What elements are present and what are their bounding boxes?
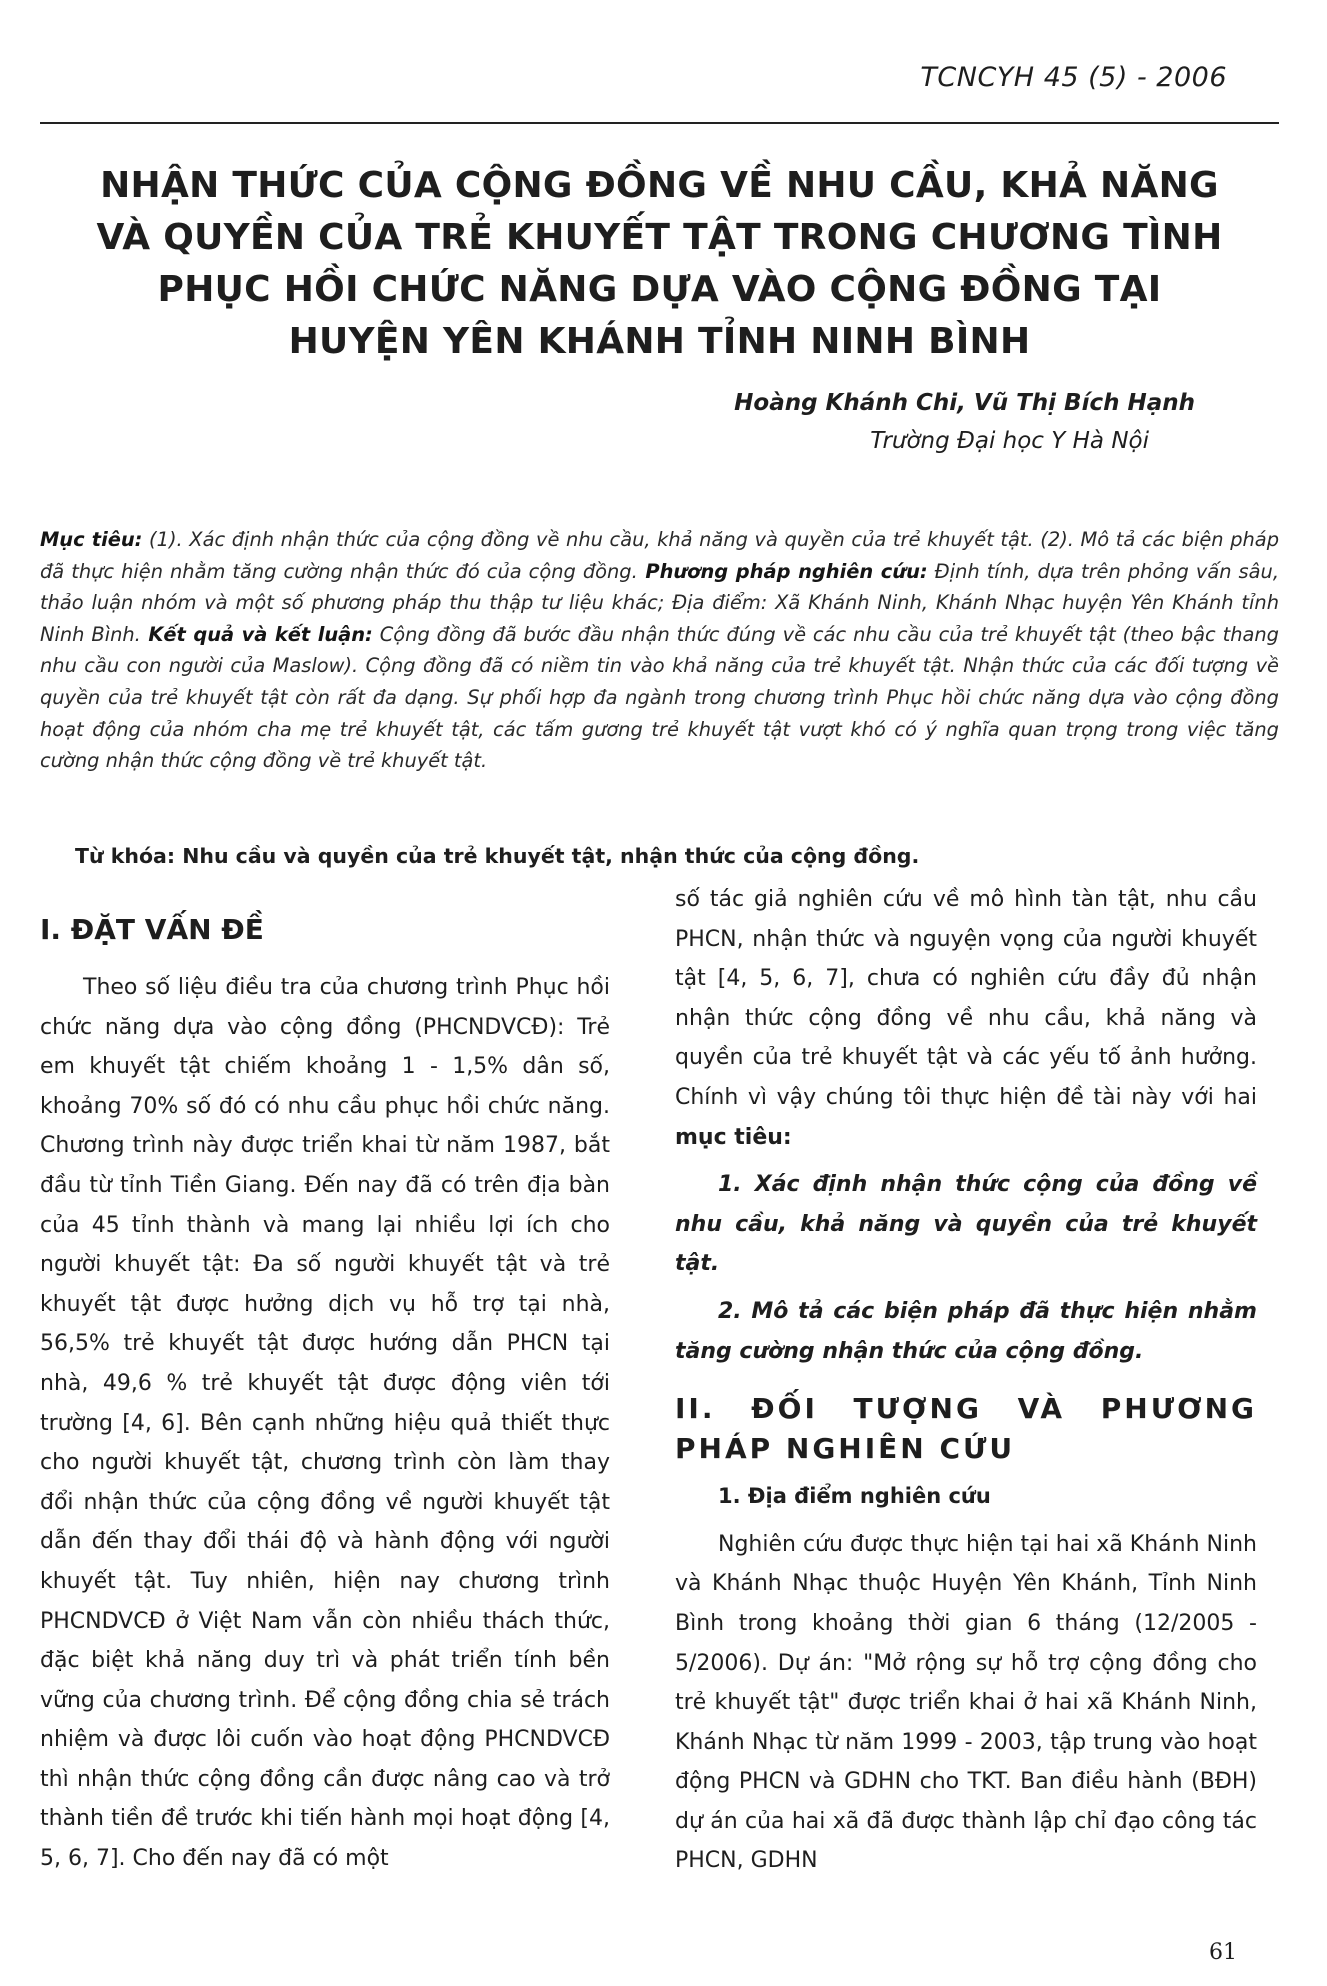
affiliation: Trường Đại học Y Hà Nội — [870, 428, 1149, 454]
keywords: Từ khóa: Nhu cầu và quyền của trẻ khuyết tật, nhận thức của cộng đồng. — [75, 844, 920, 868]
abstract-objective-text: (1). Xác định nhận thức của cộng đồng về nhu cầu, khả năng và quyền của trẻ khuyết tật. (2). Mô tả các biện pháp đã thực hiện nhằm tăng cường nhận thức đó của cộng đồng. — [40, 528, 1279, 583]
objective-1: 1. Xác định nhận thức cộng của đồng về nhu cầu, khả năng và quyền của trẻ khuyết tật. — [675, 1172, 1257, 1277]
abstract-method-label: Phương pháp nghiên cứu: — [637, 559, 928, 583]
title-line-1: NHẬN THỨC CỦA CỘNG ĐỒNG VỀ NHU CẦU, KHẢ NĂNG — [100, 165, 1219, 206]
introduction-paragraph: Theo số liệu điều tra của chương trình Phục hồi chức năng dựa vào cộng đồng (PHCNDVCĐ): Trẻ em khuyết tật chiếm khoảng 1 - 1,5% dân số, khoảng 70% số đó có nhu cầu phục hồi chức năng. Chương trình này được triển khai từ năm 1987, bắt đầu từ tỉnh Tiền Giang. Đến nay đã có trên địa bàn của 45 tỉnh thành và mang lại nhiều lợi ích cho người khuyết tật: Đa số người khuyết tật và trẻ khuyết tật được hưởng dịch vụ hỗ trợ tại nhà, 56,5% trẻ khuyết tật được hướng dẫn PHCN tại nhà, 49,6 % trẻ khuyết tật được động viên tới trường [4, 6]. Bên cạnh những hiệu quả thiết thực cho người khuyết tật, chương trình còn làm thay đổi nhận thức của cộng đồng về người khuyết tật dẫn đến thay đổi thái độ và hành động với người khuyết tật. Tuy nhiên, hiện nay chương trình PHCNDVCĐ ở Việt Nam vẫn còn nhiều thách thức, đặc biệt khả năng duy trì và phát triển tính bền vững của chương trình. Để cộng đồng chia sẻ trách nhiệm và được lôi cuốn vào hoạt động PHCNDVCĐ thì nhận thức cộng đồng cần được nâng cao và trở thành tiền đề trước khi tiến hành mọi hoạt động [4, 5, 6, 7]. Cho đến nay đã có một — [40, 975, 610, 1872]
abstract — [40, 524, 1279, 777]
page-number: 61 — [1209, 1940, 1237, 1965]
abstract-result-text: Cộng đồng đã bước đầu nhận thức đúng về các nhu cầu của trẻ khuyết tật (theo bậc thang nhu cầu con người của Maslow). Cộng đồng đã có niềm tin vào khả năng của trẻ khuyết tật. Nhận thức của các đối tượng về quyền của trẻ khuyết tật còn rất đa dạng. Sự phối hợp đa ngành trong chương trình Phục hồi chức năng dựa vào cộng đồng hoạt động của nhóm cha mẹ trẻ khuyết tật, các tấm gương trẻ khuyết tật vượt khó có ý nghĩa quan trọng trong việc tăng cường nhận thức cộng đồng về trẻ khuyết tật. — [40, 622, 1279, 773]
header-rule — [40, 122, 1279, 124]
title-line-3: PHỤC HỒI CHỨC NĂNG DỰA VÀO CỘNG ĐỒNG TẠI — [157, 269, 1162, 310]
abstract-result-label: Kết quả và kết luận: — [140, 622, 373, 646]
location-paragraph: Nghiên cứu được thực hiện tại hai xã Khánh Ninh và Khánh Nhạc thuộc Huyện Yên Khánh, Tỉnh Ninh Bình trong khoảng thời gian 6 tháng (12/2005 - 5/2006). Dự án: "Mở rộng sự hỗ trợ cộng đồng cho trẻ khuyết tật" được triển khai ở hai xã Khánh Ninh, Khánh Nhạc từ năm 1999 - 2003, tập trung vào hoạt động PHCN và GDHN cho TKT. Ban điều hành (BĐH) dự án của hai xã đã được thành lập chỉ đạo công tác PHCN, GDHN — [675, 1531, 1257, 1874]
article-title — [40, 160, 1279, 368]
right-column — [675, 880, 1257, 1881]
left-column — [40, 880, 610, 1879]
journal-reference: TCNCYH 45 (5) - 2006 — [920, 62, 1227, 93]
title-line-4: HUYỆN YÊN KHÁNH TỈNH NINH BÌNH — [288, 321, 1031, 362]
subsection-heading-location: 1. Địa điểm nghiên cứu — [718, 1484, 991, 1509]
authors: Hoàng Khánh Chi, Vũ Thị Bích Hạnh — [734, 390, 1195, 416]
introduction-continuation — [675, 880, 1257, 1157]
section-heading-methods: II. ĐỐI TƯỢNG VÀ PHƯƠNG PHÁP NGHIÊN CỨU — [675, 1392, 1257, 1466]
objectives-label: mục tiêu: — [675, 1124, 792, 1150]
title-line-2: VÀ QUYỀN CỦA TRẺ KHUYẾT TẬT TRONG CHƯƠNG TÌNH — [96, 217, 1223, 258]
abstract-method-text: Định tính, dựa trên phỏng vấn sâu, thảo luận nhóm và một số phương pháp thu thập tư liệu khác; Địa điểm: Xã Khánh Ninh, Khánh Nhạc huyện Yên Khánh tỉnh Ninh Bình. — [40, 559, 1279, 646]
continuation-text: số tác giả nghiên cứu về mô hình tàn tật, nhu cầu PHCN, nhận thức và nguyện vọng của người khuyết tật [4, 5, 6, 7], chưa có nghiên cứu đầy đủ nhận nhận thức cộng đồng về nhu cầu, khả năng và quyền của trẻ khuyết tật và các yếu tố ảnh hưởng. Chính vì vậy chúng tôi thực hiện đề tài này với hai — [675, 887, 1257, 1110]
abstract-objective-label: Mục tiêu: — [40, 528, 143, 551]
section-heading-introduction: I. ĐẶT VẤN ĐỀ — [40, 913, 264, 946]
objective-2: 2. Mô tả các biện pháp đã thực hiện nhằm tăng cường nhận thức của cộng đồng. — [675, 1298, 1257, 1364]
